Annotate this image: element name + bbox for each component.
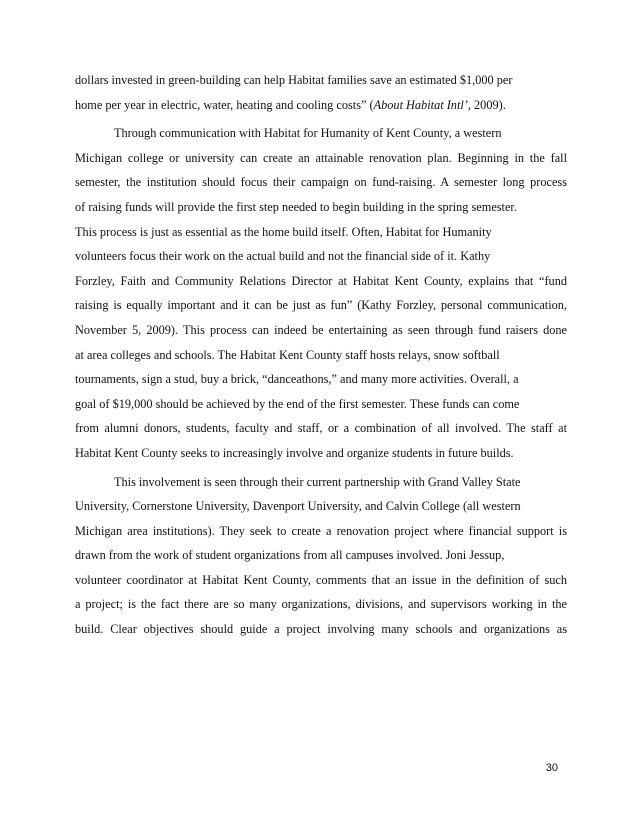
- text-line: [75, 293, 567, 318]
- text-line: [75, 146, 567, 171]
- text-segment: from alumni donors, students, faculty and staff, or a combination of all involved. The staff at: [75, 421, 567, 436]
- text-segment: volunteers focus their work on the actual build and not the financial side of it. Kathy: [75, 249, 491, 264]
- text-line: [75, 318, 567, 343]
- text-segment: November 5, 2009). This process can indeed be entertaining as seen through fund raisers done: [75, 322, 567, 337]
- text-segment: volunteer coordinator at Habitat Kent County, comments that an issue in the definition of such: [75, 572, 567, 587]
- text-line: [75, 68, 567, 93]
- text-segment: 2009).: [470, 97, 506, 112]
- text-line: [75, 519, 567, 544]
- text-line: [75, 543, 567, 568]
- text-segment: home per year in electric, water, heating and cooling costs” (: [75, 97, 374, 112]
- text-line: [75, 568, 567, 593]
- text-line: [75, 195, 567, 220]
- text-line: [75, 343, 567, 368]
- text-line: [75, 244, 567, 269]
- text-segment: dollars invested in green-building can help Habitat families save an estimated $1,000 per: [75, 73, 513, 87]
- text-line: [75, 121, 567, 146]
- text-segment: at area colleges and schools. The Habitat Kent County staff hosts relays, snow softball: [75, 347, 500, 362]
- text-line: [75, 592, 567, 617]
- paragraph: [75, 470, 567, 642]
- paragraph: [75, 68, 567, 117]
- text-line: [75, 494, 567, 519]
- text-line: [75, 170, 567, 195]
- text-segment: a project; is the fact there are so many organizations, divisions, and supervisors working in the: [75, 597, 567, 612]
- text-segment: drawn from the work of student organizations from all campuses involved. Joni Jessup,: [75, 548, 505, 563]
- text-line: [75, 441, 567, 466]
- paragraph: [75, 121, 567, 465]
- text-line: [75, 617, 567, 642]
- text-line: [75, 93, 567, 118]
- text-line: [75, 416, 567, 441]
- text-line: [75, 269, 567, 294]
- text-line: [75, 392, 567, 417]
- text-segment: of raising funds will provide the first step needed to begin building in the spring semester.: [75, 199, 517, 214]
- text-segment: goal of $19,000 should be achieved by the end of the first semester. These funds can come: [75, 396, 520, 411]
- text-line: [75, 220, 567, 245]
- text-line: [75, 367, 567, 392]
- text-segment: Michigan college or university can create an attainable renovation plan. Beginning in the fall: [75, 150, 567, 165]
- text-segment: tournaments, sign a stud, buy a brick, “danceathons,” and many more activities. Overall, a: [75, 372, 519, 387]
- text-segment: This involvement is seen through their current partnership with Grand Valley State: [114, 474, 521, 489]
- document-body: [75, 68, 567, 642]
- text-segment: Habitat Kent County seeks to increasingly involve and organize students in future builds.: [75, 445, 514, 460]
- text-segment: build. Clear objectives should guide a project involving many schools and organizations as: [75, 622, 567, 637]
- text-segment: semester, the institution should focus their campaign on fund-raising. A semester long process: [75, 175, 567, 190]
- text-line: [75, 470, 567, 495]
- text-segment: Through communication with Habitat for Humanity of Kent County, a western: [114, 126, 502, 141]
- page-number: 30: [545, 762, 558, 774]
- text-segment: This process is just as essential as the home build itself. Often, Habitat for Humanity: [75, 224, 492, 239]
- citation-title: About Habitat Intl’,: [373, 97, 471, 112]
- text-segment: University, Cornerstone University, Davenport University, and Calvin College (all western: [75, 499, 521, 514]
- text-segment: Michigan area institutions). They seek to create a renovation project where financial support is: [75, 523, 567, 538]
- text-segment: raising is equally important and it can be just as fun” (Kathy Forzley, personal communication,: [75, 298, 567, 313]
- text-segment: Forzley, Faith and Community Relations Director at Habitat Kent County, explains that “fund: [75, 273, 567, 288]
